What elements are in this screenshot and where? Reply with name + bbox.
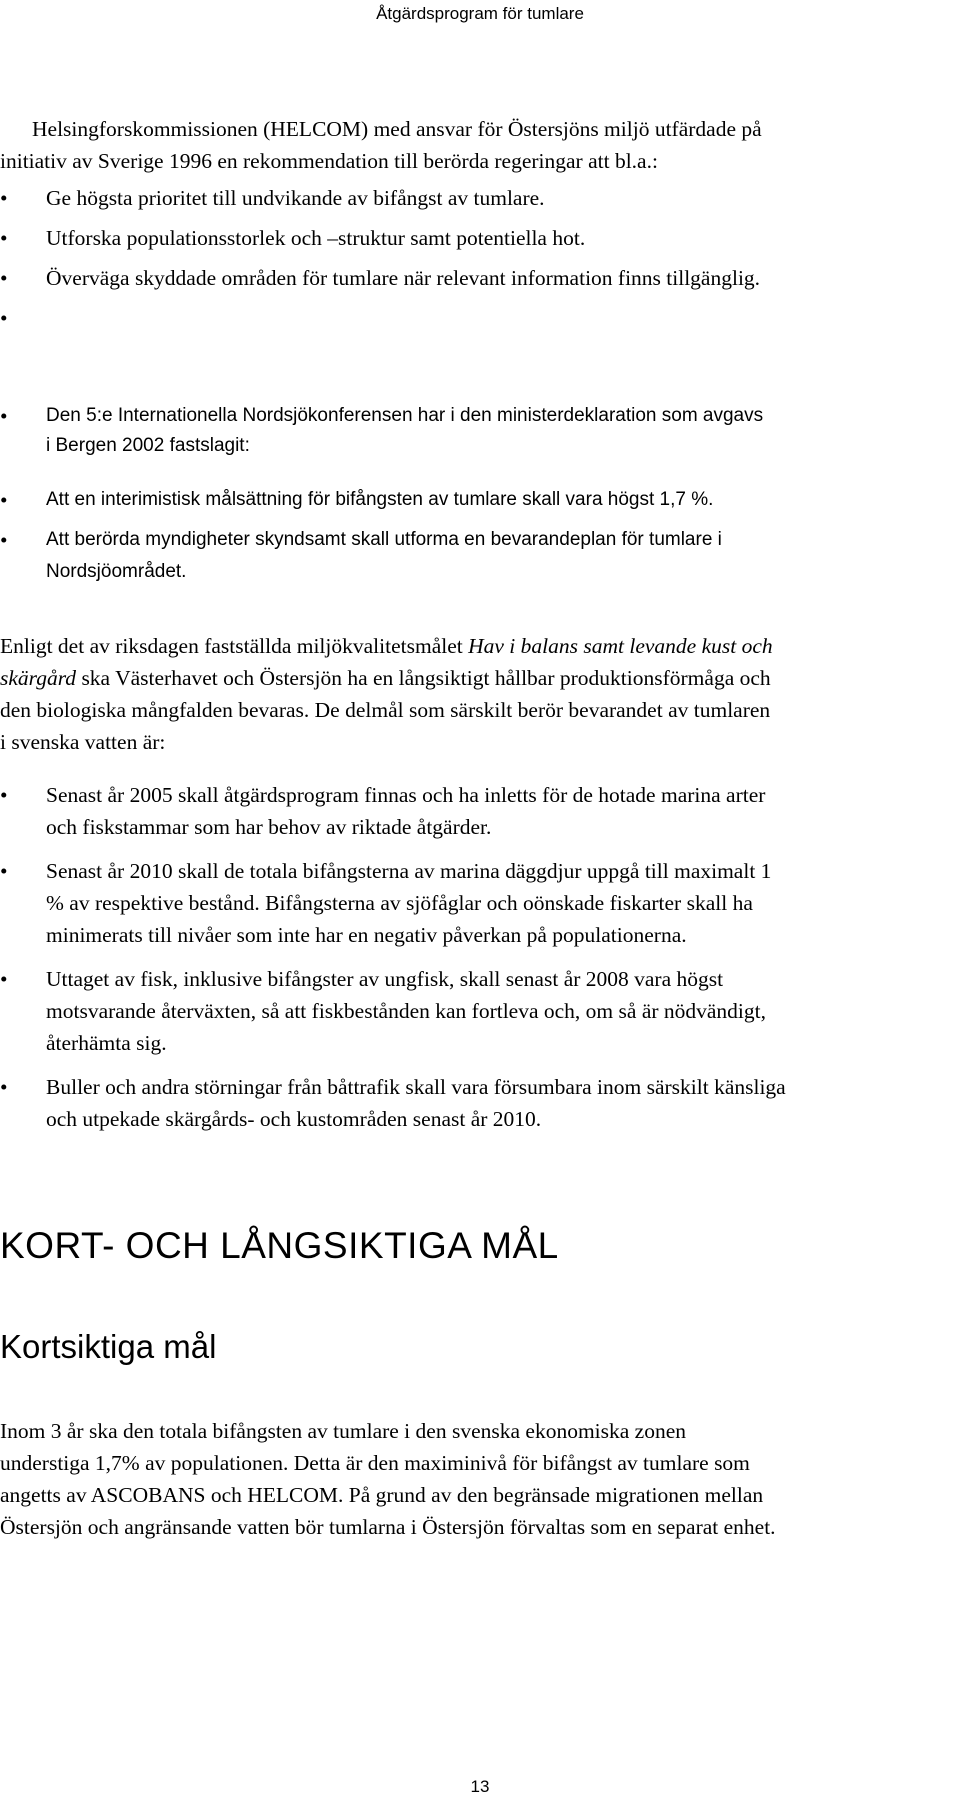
list-item-continuation: i Bergen 2002 fastslagit: [46,435,250,456]
list-item-text: Den 5:e Internationella Nordsjökonferensen har i den ministerdeklaration som avgavs [46,405,764,426]
intro-line: Helsingforskommissionen (HELCOM) med ansvar för Östersjöns miljö utfärdade på [32,117,762,141]
paragraph-line: angetts av ASCOBANS och HELCOM. På grund av den begränsade migrationen mellan [0,1483,764,1507]
list-item-text: återhämta sig. [46,1031,167,1055]
nordsjo-list [0,400,960,588]
kortsiktiga-paragraph [0,1415,960,1543]
miljomal-paragraph [0,630,960,758]
subsection-heading: Kortsiktiga mål [0,1328,217,1365]
text-run: ska Västerhavet och Östersjön ha en långsiktigt hållbar produktionsförmåga och [76,666,771,690]
bullet-icon: • [0,859,8,883]
bullet-icon: • [0,528,8,552]
paragraph-line: i svenska vatten är: [0,730,166,754]
list-item-text: Att en interimistisk målsättning för bifångsten av tumlare skall vara högst 1,7 %. [46,489,714,510]
list-item-text: Nordsjöområdet. [46,561,187,582]
list-item-text: motsvarande återväxten, så att fiskbestånden kan fortleva och, om så är nödvändigt, [46,999,767,1023]
list-item [0,1071,960,1135]
list-item-text: Utforska populationsstorlek och –struktur samt potentiella hot. [46,226,586,250]
paragraph-line: Östersjön och angränsande vatten bör tumlarna i Östersjön förvaltas som en separat enhet. [0,1515,776,1539]
list-item-text: Överväga skyddade områden för tumlare när relevant information finns tillgänglig. [46,266,761,290]
list-item [0,262,960,294]
list-item-text: Ge högsta prioritet till undvikande av bifångst av tumlare. [46,186,545,210]
bullet-icon: • [0,226,8,250]
list-item [0,400,960,432]
list-item-text: minimerats till nivåer som inte har en negativ påverkan på populationerna. [46,923,687,947]
list-item-text: % av respektive bestånd. Bifångsterna av sjöfåglar och oönskade fiskarter skall ha [46,891,753,915]
bullet-icon: • [0,488,8,512]
text-run: Enligt det av riksdagen fastställda miljökvalitetsmålet [0,634,469,658]
bullet-icon: • [0,967,8,991]
list-item-text: Senast år 2010 skall de totala bifångsterna av marina däggdjur uppgå till maximalt 1 [46,859,772,883]
paragraph-line: understiga 1,7% av populationen. Detta är den maximinivå för bifångst av tumlare som [0,1451,750,1475]
helcom-bullet-list [0,182,960,330]
bullet-icon: • [0,266,8,290]
page-number: 13 [470,1777,490,1796]
goal-name-italic: Hav i balans samt levande kust och [468,634,773,658]
list-item [0,855,960,951]
bullet-icon: • [0,1075,8,1099]
list-item [0,963,960,1059]
bullet-icon: • [0,783,8,807]
list-item-text: Uttaget av fisk, inklusive bifångster av ungfisk, skall senast år 2008 vara högst [46,967,724,991]
paragraph-line [0,630,960,662]
bullet-icon: • [0,306,8,330]
delmal-list [0,779,960,1135]
list-item [0,524,960,588]
bullet-icon: • [0,186,8,210]
running-header: Åtgärdsprogram för tumlare [376,4,584,23]
list-item-text: Att berörda myndigheter skyndsamt skall utforma en bevarandeplan för tumlare i [46,529,722,550]
list-item-text: och utpekade skärgårds- och kustområden senast år 2010. [46,1107,542,1131]
list-item [0,182,960,214]
list-item [0,222,960,254]
goal-name-italic: skärgård [0,666,77,690]
intro-paragraph [0,113,960,177]
bullet-icon: • [0,404,8,428]
paragraph-line [0,662,960,694]
paragraph-line: den biologiska mångfalden bevaras. De delmål som särskilt berör bevarandet av tumlaren [0,698,771,722]
section-heading: KORT- OCH LÅNGSIKTIGA MÅL [0,1225,559,1266]
list-item-text: och fiskstammar som har behov av riktade åtgärder. [46,815,492,839]
list-item [0,779,960,843]
paragraph-line: Inom 3 år ska den totala bifångsten av tumlare i den svenska ekonomiska zonen [0,1419,687,1443]
intro-line: initiativ av Sverige 1996 en rekommendation till berörda regeringar att bl.a.: [0,149,658,173]
list-item-text: Buller och andra störningar från båttrafik skall vara försumbara inom särskilt känsliga [46,1075,786,1099]
list-item-text: Senast år 2005 skall åtgärdsprogram finnas och ha inletts för de hotade marina arter [46,783,766,807]
list-item [0,484,960,516]
